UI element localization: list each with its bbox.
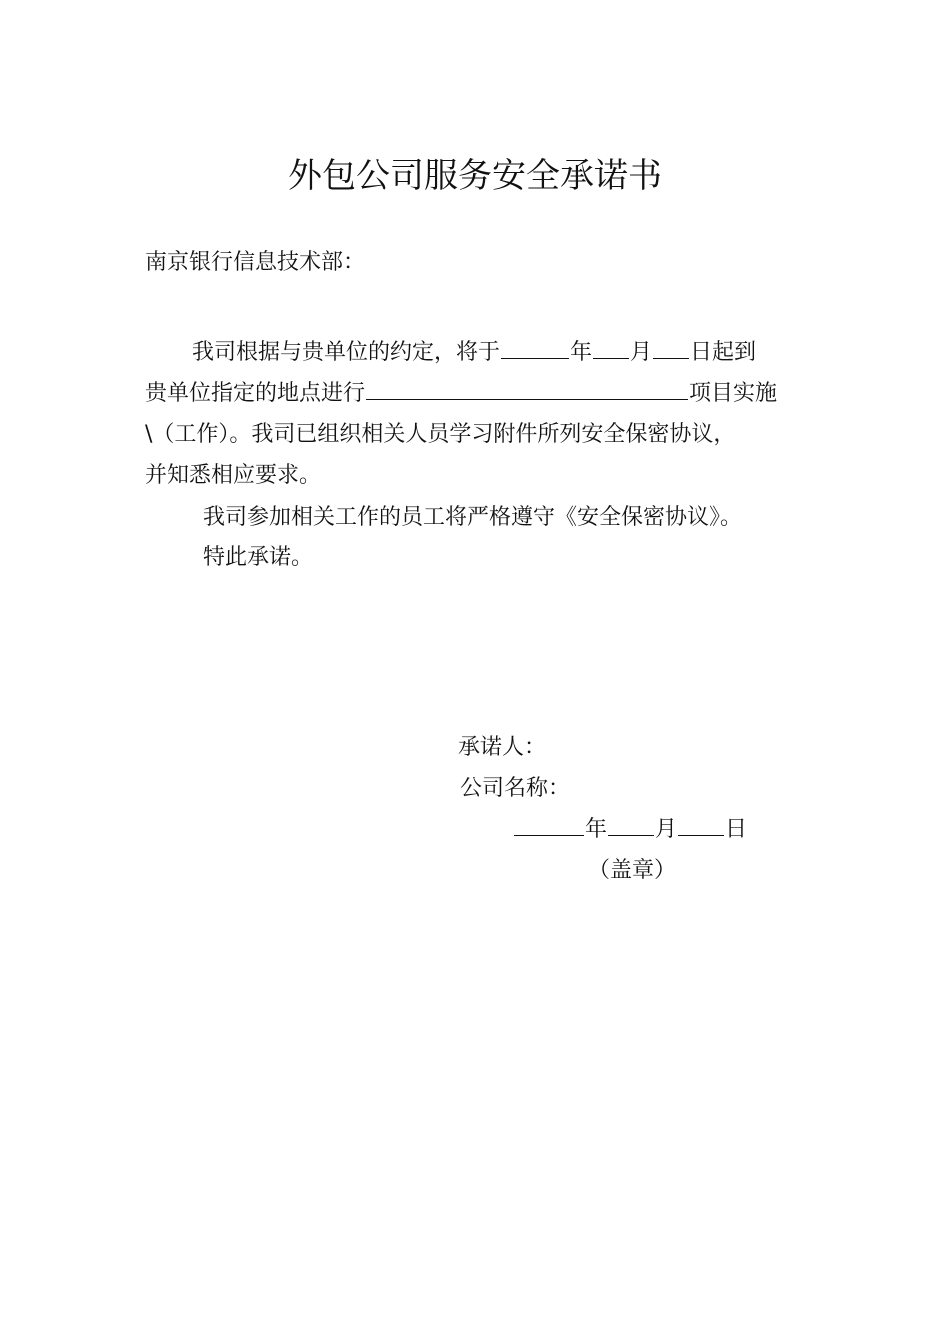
- sig-month-label: 月: [655, 817, 678, 842]
- paragraph-2: 我司参加相关工作的员工将严格遵守《安全保密协议》。: [203, 505, 743, 530]
- month-blank: [593, 338, 629, 359]
- promisor-label: 承诺人：: [458, 735, 547, 760]
- document-title: 外包公司服务安全承诺书: [288, 156, 662, 196]
- paragraph-1-line-2: [145, 379, 777, 409]
- company-name-label: 公司名称：: [460, 776, 571, 801]
- year-label: 年: [570, 340, 593, 365]
- day-label: 日起到: [690, 340, 757, 365]
- p1-text: 我司根据与贵单位的约定，将于: [192, 340, 501, 365]
- p1-text: 贵单位指定的地点进行: [145, 381, 366, 406]
- seal-label: （盖章）: [588, 858, 677, 883]
- sig-year-blank: [514, 815, 584, 836]
- sig-day-label: 日: [725, 817, 748, 842]
- day-blank: [653, 338, 689, 359]
- year-blank: [501, 338, 569, 359]
- salutation: 南京银行信息技术部：: [145, 250, 366, 275]
- sig-day-blank: [678, 815, 724, 836]
- sig-year-label: 年: [585, 817, 608, 842]
- paragraph-3: 特此承诺。: [203, 545, 314, 570]
- paragraph-1-line-1: [192, 338, 756, 368]
- p1-text: 项目实施: [689, 381, 778, 406]
- paragraph-1-line-3: \（工作）。我司已组织相关人员学习附件所列安全保密协议，: [145, 422, 736, 447]
- month-label: 月: [630, 340, 653, 365]
- project-blank: [366, 379, 688, 400]
- paragraph-1-line-4: 并知悉相应要求。: [145, 463, 322, 488]
- signature-date: [513, 815, 747, 845]
- sig-month-blank: [608, 815, 654, 836]
